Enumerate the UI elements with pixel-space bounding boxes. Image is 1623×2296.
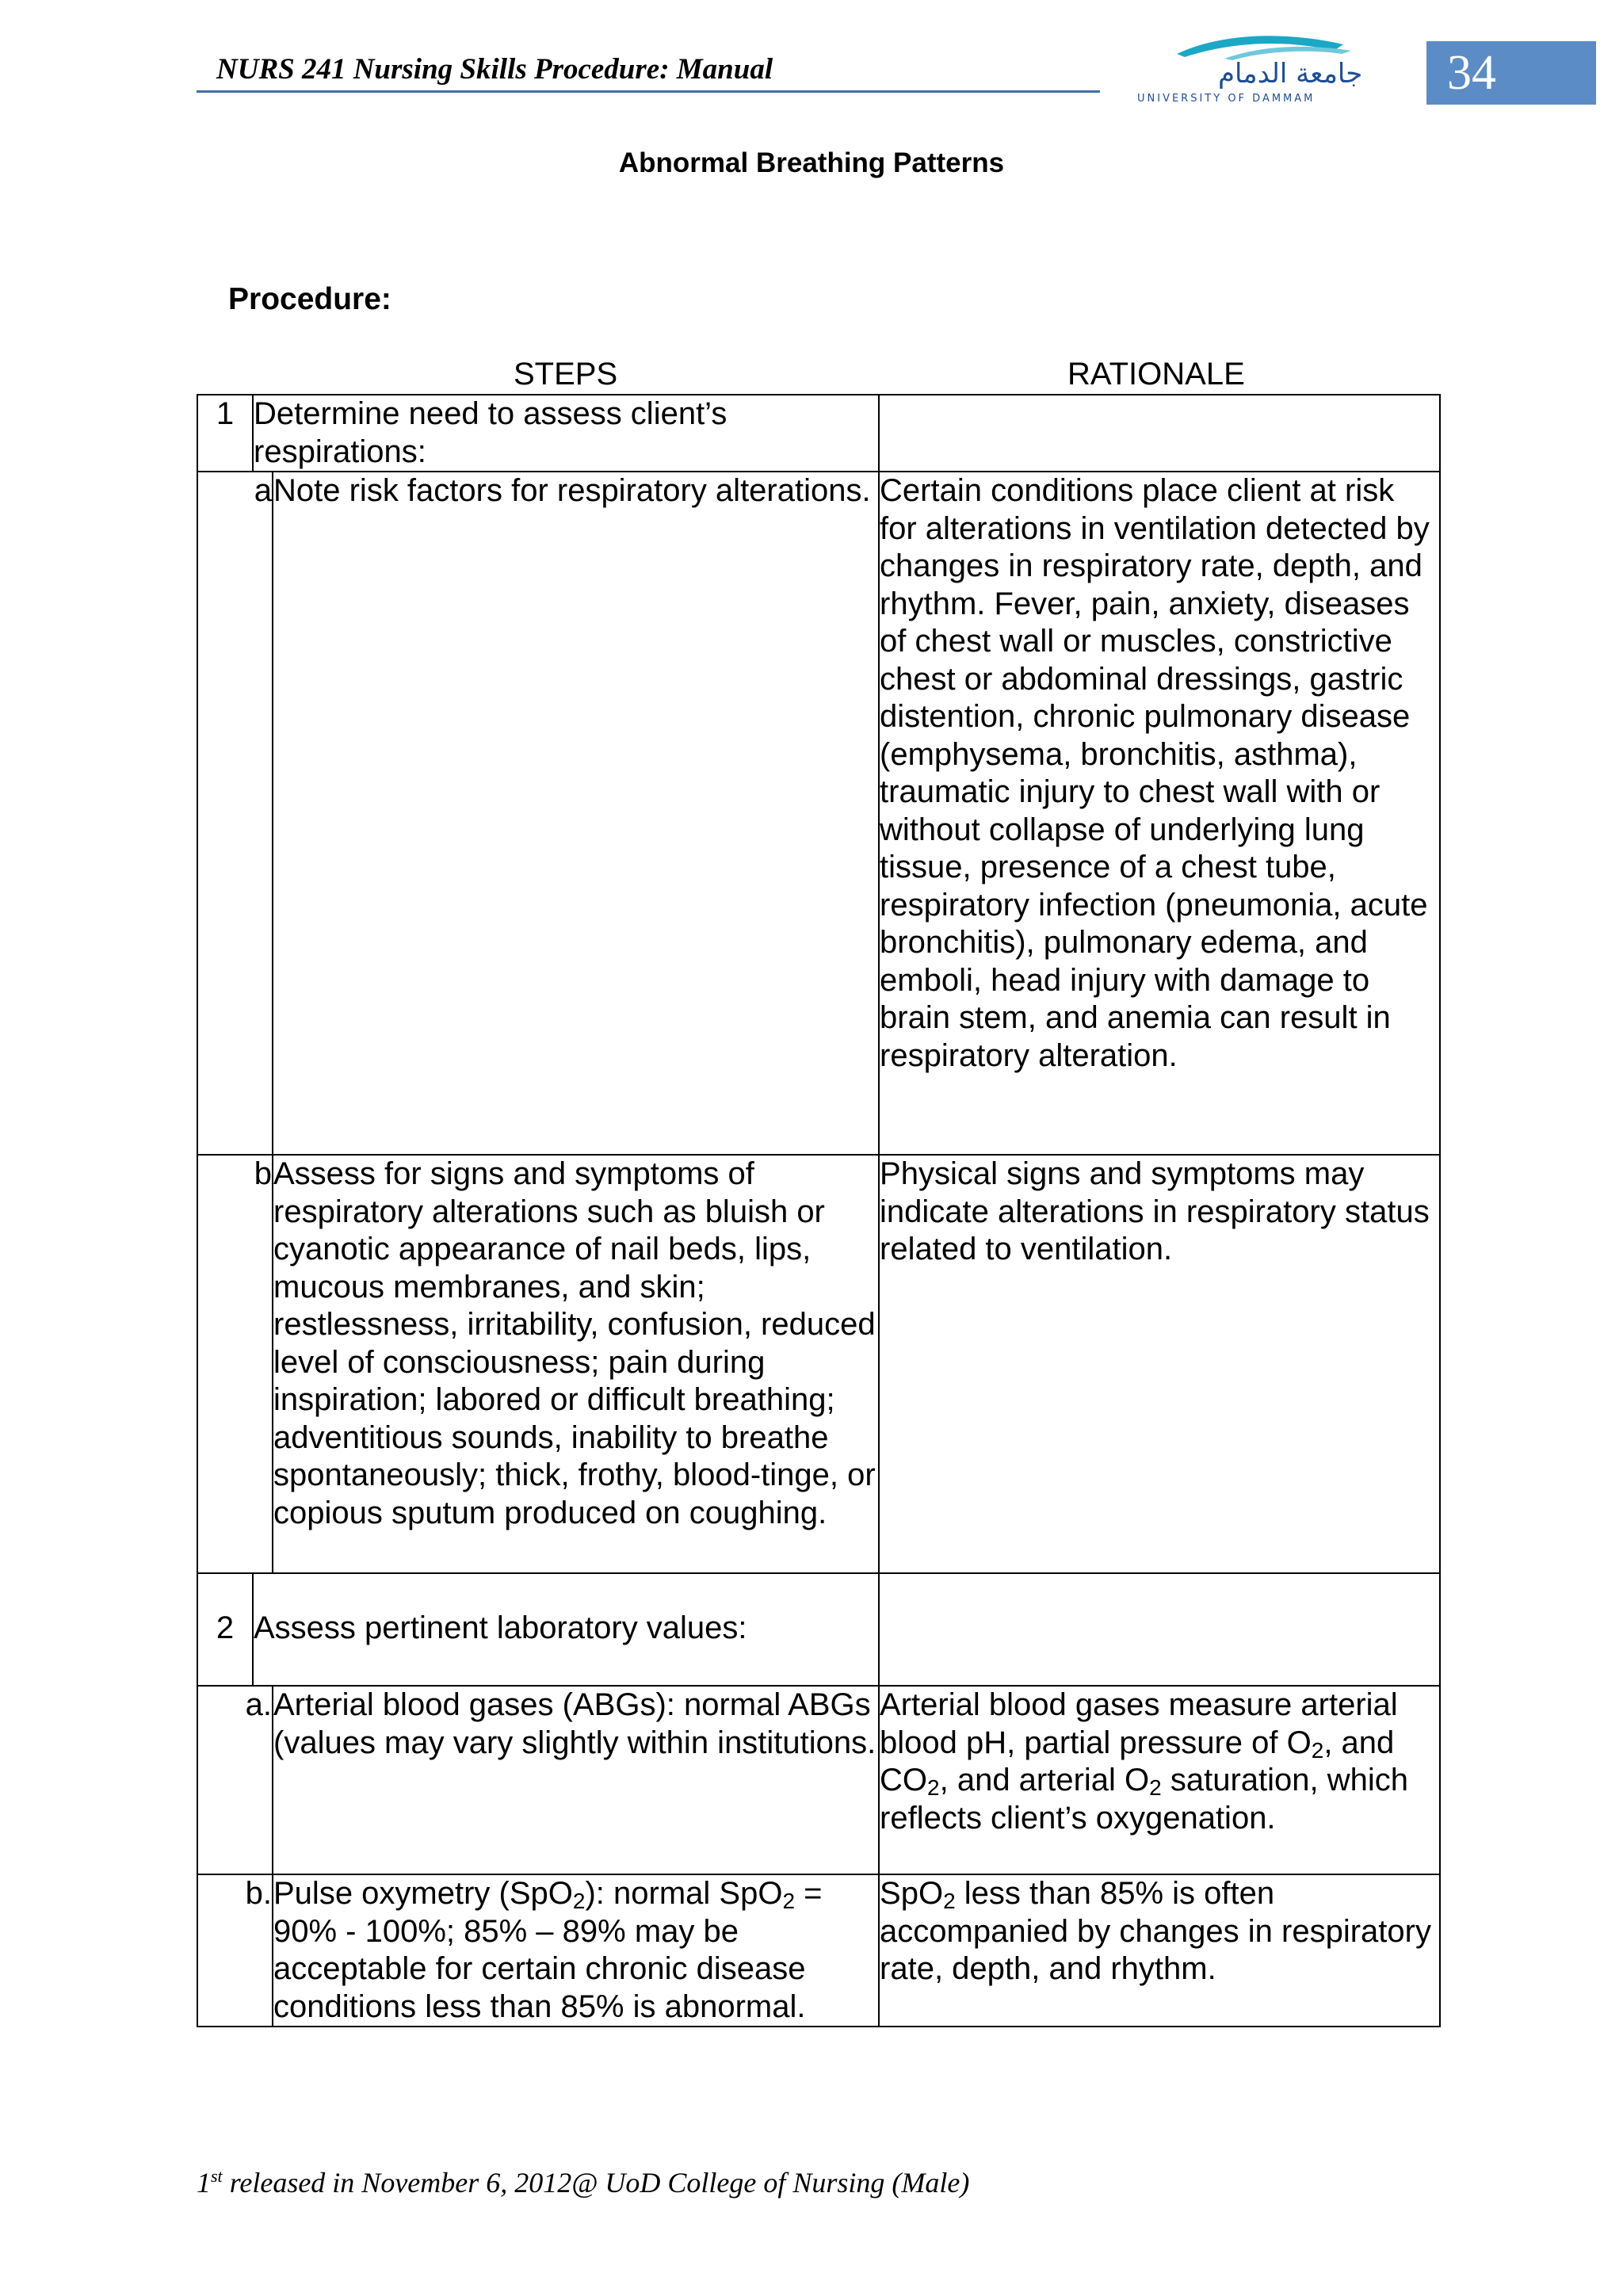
- university-logo: [1129, 30, 1403, 105]
- wave-logo-icon: [1129, 30, 1403, 62]
- rationale-text: [879, 395, 1440, 472]
- rationale-text: [879, 1573, 1440, 1686]
- table-row: [197, 472, 1440, 1155]
- text-run: Pulse oxymetry (SpO: [273, 1876, 573, 1911]
- text-run: , and CO: [880, 1725, 1395, 1797]
- logo-latin-text: UNIVERSITY OF DAMMAM: [1137, 93, 1316, 105]
- text-run: less than 85% is often accompanied by changes in respiratory rate, depth, and rhythm.: [880, 1876, 1431, 1986]
- text-run: , and arterial O: [939, 1763, 1150, 1797]
- step-text: [273, 1874, 879, 2027]
- sub-step-label: b.: [197, 1874, 273, 2027]
- page-number: 34: [1426, 41, 1596, 105]
- text-run: SpO: [880, 1876, 944, 1911]
- subscript: 2: [782, 1889, 796, 1913]
- footer-superscript: st: [211, 2166, 223, 2186]
- procedure-table: [197, 394, 1441, 2027]
- step-text: Determine need to assess client’s respirations:: [253, 395, 879, 472]
- table-row: [197, 1874, 1440, 2027]
- text-run: saturation, which reflects client’s oxygenation.: [880, 1763, 1409, 1836]
- table-row: [197, 395, 1440, 472]
- page-title: Abnormal Breathing Patterns: [618, 147, 1005, 178]
- steps-column-header: STEPS: [514, 357, 618, 392]
- step-text: Note risk factors for respiratory alterations.: [273, 472, 879, 1155]
- step-number: 1: [197, 395, 253, 472]
- step-text: Assess for signs and symptoms of respiratory alterations such as bluish or cyanotic appearance of nail beds, lips, mucous membranes, and skin; restlessness, irritability, confusion, reduced level of consciousness; pain during inspiration; labored or difficult breathing; adventitious sounds, inability to breathe spontaneously; thick, frothy, blood-tinge, or copious sputum produced on coughing.: [273, 1155, 879, 1573]
- rationale-column-header: RATIONALE: [1067, 357, 1245, 392]
- footer-text: released in November 6, 2012@ UoD College of Nursing (Male): [222, 2167, 970, 2199]
- logo-arabic-text: جامعة الدمام: [1218, 58, 1363, 90]
- subscript: 2: [927, 1775, 940, 1800]
- step-number: 2: [197, 1573, 253, 1686]
- table-row: [197, 1155, 1440, 1573]
- footer-prefix: 1: [197, 2167, 211, 2199]
- rationale-text: Certain conditions place client at risk for alterations in ventilation detected by changes in respiratory rate, depth, and rhythm. Fever, pain, anxiety, diseases of chest wall or muscles, constrictive chest or abdominal dressings, gastric distention, chronic pulmonary disease (emphysema, bronchitis, asthma), traumatic injury to chest wall with or without collapse of underlying lung tissue, presence of a chest tube, respiratory infection (pneumonia, acute bronchitis), pulmonary edema, and emboli, head injury with damage to brain stem, and anemia can result in respiratory alteration.: [879, 472, 1440, 1155]
- table-row: [197, 1686, 1440, 1874]
- sub-step-label: a: [197, 472, 273, 1155]
- rationale-text: [879, 1686, 1440, 1874]
- text-run: Arterial blood gases measure arterial blood pH, partial pressure of O: [880, 1687, 1398, 1760]
- header-rule: [197, 90, 1100, 93]
- rationale-text: Physical signs and symptoms may indicate alterations in respiratory status related to ventilation.: [879, 1155, 1440, 1573]
- header-title: NURS 241 Nursing Skills Procedure: Manual: [216, 53, 773, 86]
- subscript: 2: [943, 1889, 956, 1913]
- text-run: ): normal SpO: [585, 1876, 783, 1911]
- subscript: 2: [1311, 1737, 1324, 1763]
- subscript: 2: [1149, 1775, 1162, 1800]
- sub-step-label: b: [197, 1155, 273, 1573]
- procedure-label: Procedure:: [228, 282, 391, 316]
- footer-note: [197, 2166, 969, 2199]
- step-text: Assess pertinent laboratory values:: [253, 1573, 879, 1686]
- sub-step-label: a.: [197, 1686, 273, 1874]
- subscript: 2: [572, 1889, 586, 1913]
- step-text: Arterial blood gases (ABGs): normal ABGs (values may vary slightly within institutions.: [273, 1686, 879, 1874]
- text-run: = 90% - 100%; 85% – 89% may be acceptable for certain chronic disease conditions less than 85% is abnormal.: [273, 1876, 823, 2024]
- rationale-text: [879, 1874, 1440, 2027]
- table-row: [197, 1573, 1440, 1686]
